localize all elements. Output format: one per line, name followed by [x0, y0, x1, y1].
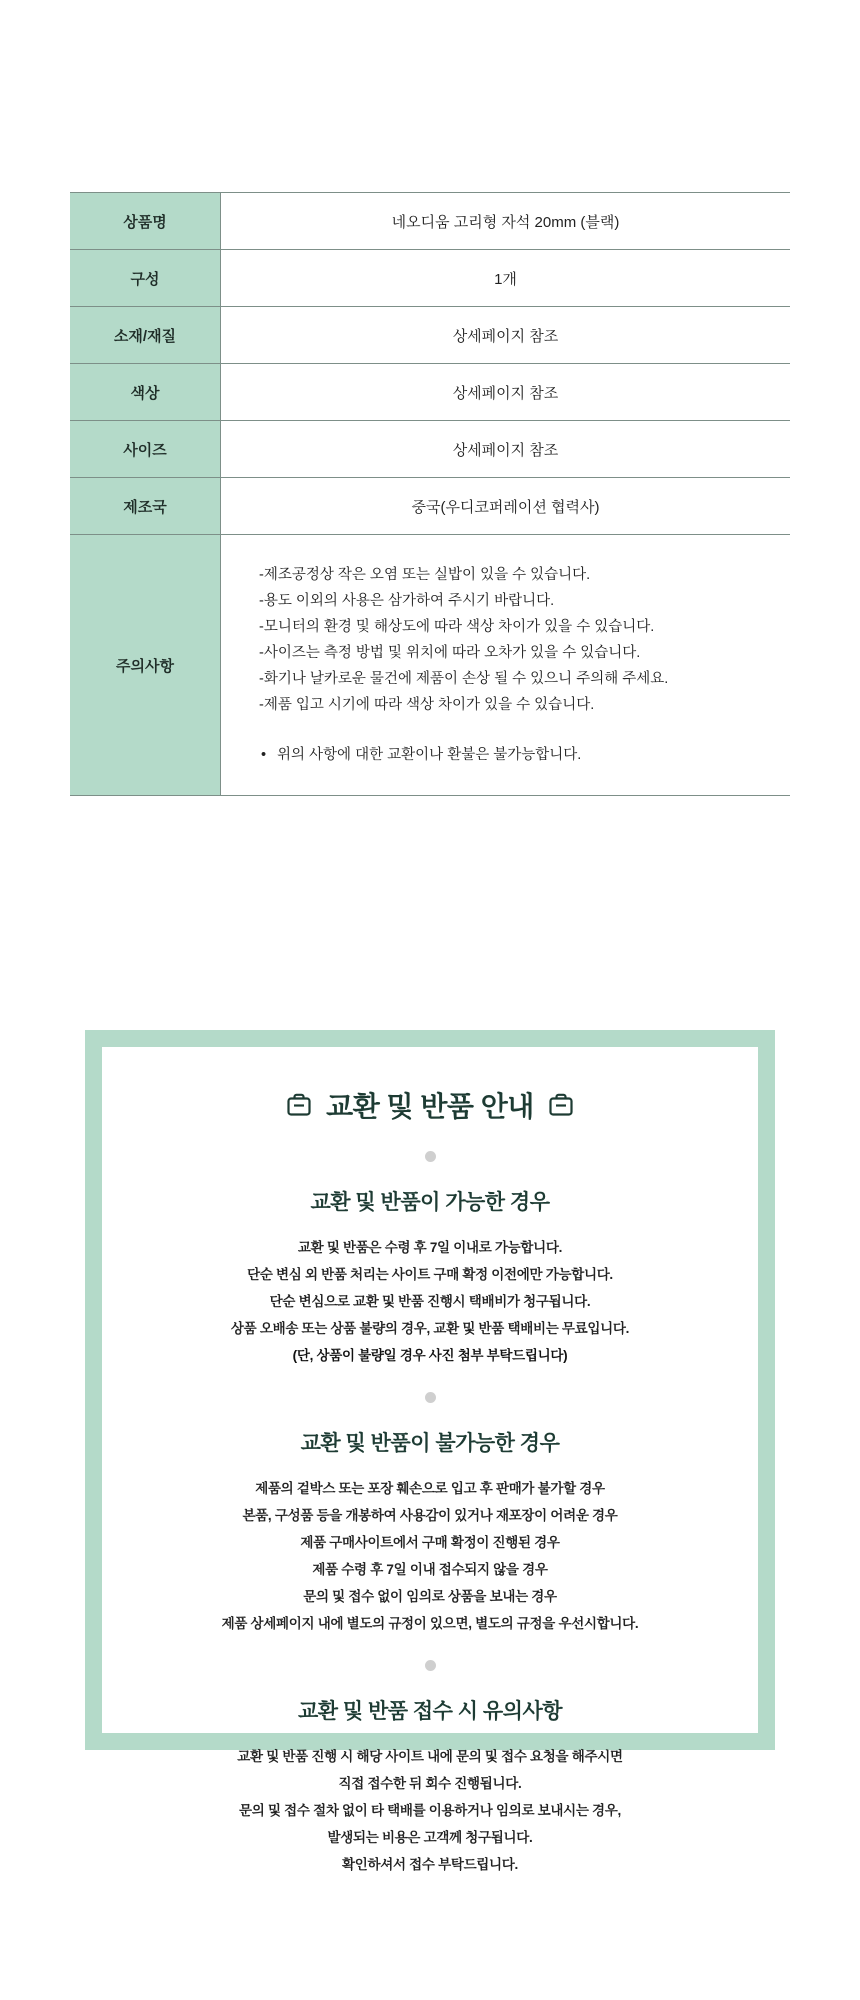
list-item: -모니터의 환경 및 해상도에 따라 색상 차이가 있을 수 있습니다.	[259, 619, 655, 635]
body-line: 제품의 겉박스 또는 포장 훼손으로 입고 후 판매가 불가할 경우	[255, 1481, 605, 1496]
exchange-return-inner	[102, 1047, 758, 1872]
exchange-return-panel	[85, 1030, 775, 1872]
section-heading-impossible: 교환 및 반품이 불가능한 경우	[300, 1432, 560, 1455]
body-line: 제품 수령 후 7일 이내 접수되지 않을 경우	[312, 1562, 548, 1577]
body-line: 확인하셔서 접수 부탁드립니다.	[342, 1857, 518, 1872]
body-line: 문의 및 접수 없이 임의로 상품을 보내는 경우	[303, 1589, 557, 1604]
section-divider-dot	[425, 1392, 436, 1403]
spec-value-cell: 상세페이지 참조	[452, 441, 559, 459]
shopping-bag-icon-right	[548, 1092, 574, 1118]
notice-bullet-text: • 위의 사항에 대한 교환이나 환불은 불가능합니다.	[259, 742, 790, 768]
notice-label-cell: 주의사항	[70, 535, 221, 796]
page-title: 교환 및 반품 안내	[326, 1091, 534, 1122]
list-item: -화기나 날카로운 물건에 제품이 손상 될 수 있으니 주의해 주세요.	[259, 671, 669, 687]
spec-value-cell: 중국(우디코퍼레이션 협력사)	[411, 498, 600, 516]
body-line: 단순 변심으로 교환 및 반품 진행시 택배비가 청구됩니다.	[269, 1294, 591, 1309]
body-line: (단, 상품이 불량일 경우 사진 첨부 부탁드립니다)	[292, 1348, 568, 1363]
body-line: 직접 접수한 뒤 회수 진행됩니다.	[338, 1776, 522, 1791]
exchange-title-row	[132, 1085, 728, 1125]
product-spec-table-section	[70, 192, 790, 796]
list-item: -제조공정상 작은 오염 또는 실밥이 있을 수 있습니다.	[259, 567, 591, 583]
list-item: -사이즈는 측정 방법 및 위치에 따라 오차가 있을 수 있습니다.	[259, 645, 641, 661]
body-line: 발생되는 비용은 고객께 청구됩니다.	[327, 1830, 533, 1845]
body-line: 제품 구매사이트에서 구매 확정이 진행된 경우	[300, 1535, 560, 1550]
body-line: 상품 오배송 또는 상품 불량의 경우, 교환 및 반품 택배비는 무료입니다.	[230, 1321, 630, 1336]
spec-label-cell: 제조국	[70, 478, 221, 535]
spec-table-body	[70, 193, 790, 796]
table-row	[70, 421, 790, 478]
notice-list	[259, 562, 790, 718]
table-row	[70, 478, 790, 535]
body-line: 단순 변심 외 반품 처리는 사이트 구매 확정 이전에만 가능합니다.	[247, 1267, 613, 1282]
table-row	[70, 193, 790, 250]
table-row	[70, 250, 790, 307]
body-line: 문의 및 접수 절차 없이 타 택배를 이용하거나 임의로 보내시는 경우,	[239, 1803, 621, 1818]
spec-label-cell: 상품명	[70, 193, 221, 250]
section-divider-dot	[425, 1660, 436, 1671]
spec-label-cell: 소재/재질	[70, 307, 221, 364]
spec-label-cell: 색상	[70, 364, 221, 421]
body-line: 교환 및 반품은 수령 후 7일 이내로 가능합니다.	[297, 1240, 563, 1255]
list-item: -제품 입고 시기에 따라 색상 차이가 있을 수 있습니다.	[259, 697, 595, 713]
notice-value-cell	[221, 535, 791, 796]
body-line: 교환 및 반품 진행 시 해당 사이트 내에 문의 및 접수 요청을 해주시면	[237, 1749, 623, 1764]
section-heading-possible: 교환 및 반품이 가능한 경우	[310, 1191, 550, 1214]
body-line: 제품 상세페이지 내에 별도의 규정이 있으면, 별도의 규정을 우선시합니다.	[221, 1616, 639, 1631]
section-divider-dot	[425, 1151, 436, 1162]
spec-label-cell: 사이즈	[70, 421, 221, 478]
spec-value-cell: 상세페이지 참조	[452, 327, 559, 345]
spec-label-cell: 구성	[70, 250, 221, 307]
section-body-notes	[132, 1747, 728, 1875]
section-heading-notes: 교환 및 반품 접수 시 유의사항	[297, 1700, 563, 1723]
product-spec-table	[70, 192, 790, 796]
section-body-impossible	[132, 1479, 728, 1634]
list-item: -용도 이외의 사용은 삼가하여 주시기 바랍니다.	[259, 593, 555, 609]
body-line: 본품, 구성품 등을 개봉하여 사용감이 있거나 재포장이 어려운 경우	[242, 1508, 618, 1523]
spec-value-cell: 상세페이지 참조	[452, 384, 559, 402]
table-row	[70, 307, 790, 364]
table-row	[70, 364, 790, 421]
shopping-bag-icon-left	[286, 1092, 312, 1118]
spec-value-cell: 네오디움 고리형 자석 20mm (블랙)	[391, 213, 620, 231]
table-row-notice	[70, 535, 790, 796]
spec-value-cell: 1개	[494, 270, 517, 288]
section-body-possible	[132, 1238, 728, 1366]
